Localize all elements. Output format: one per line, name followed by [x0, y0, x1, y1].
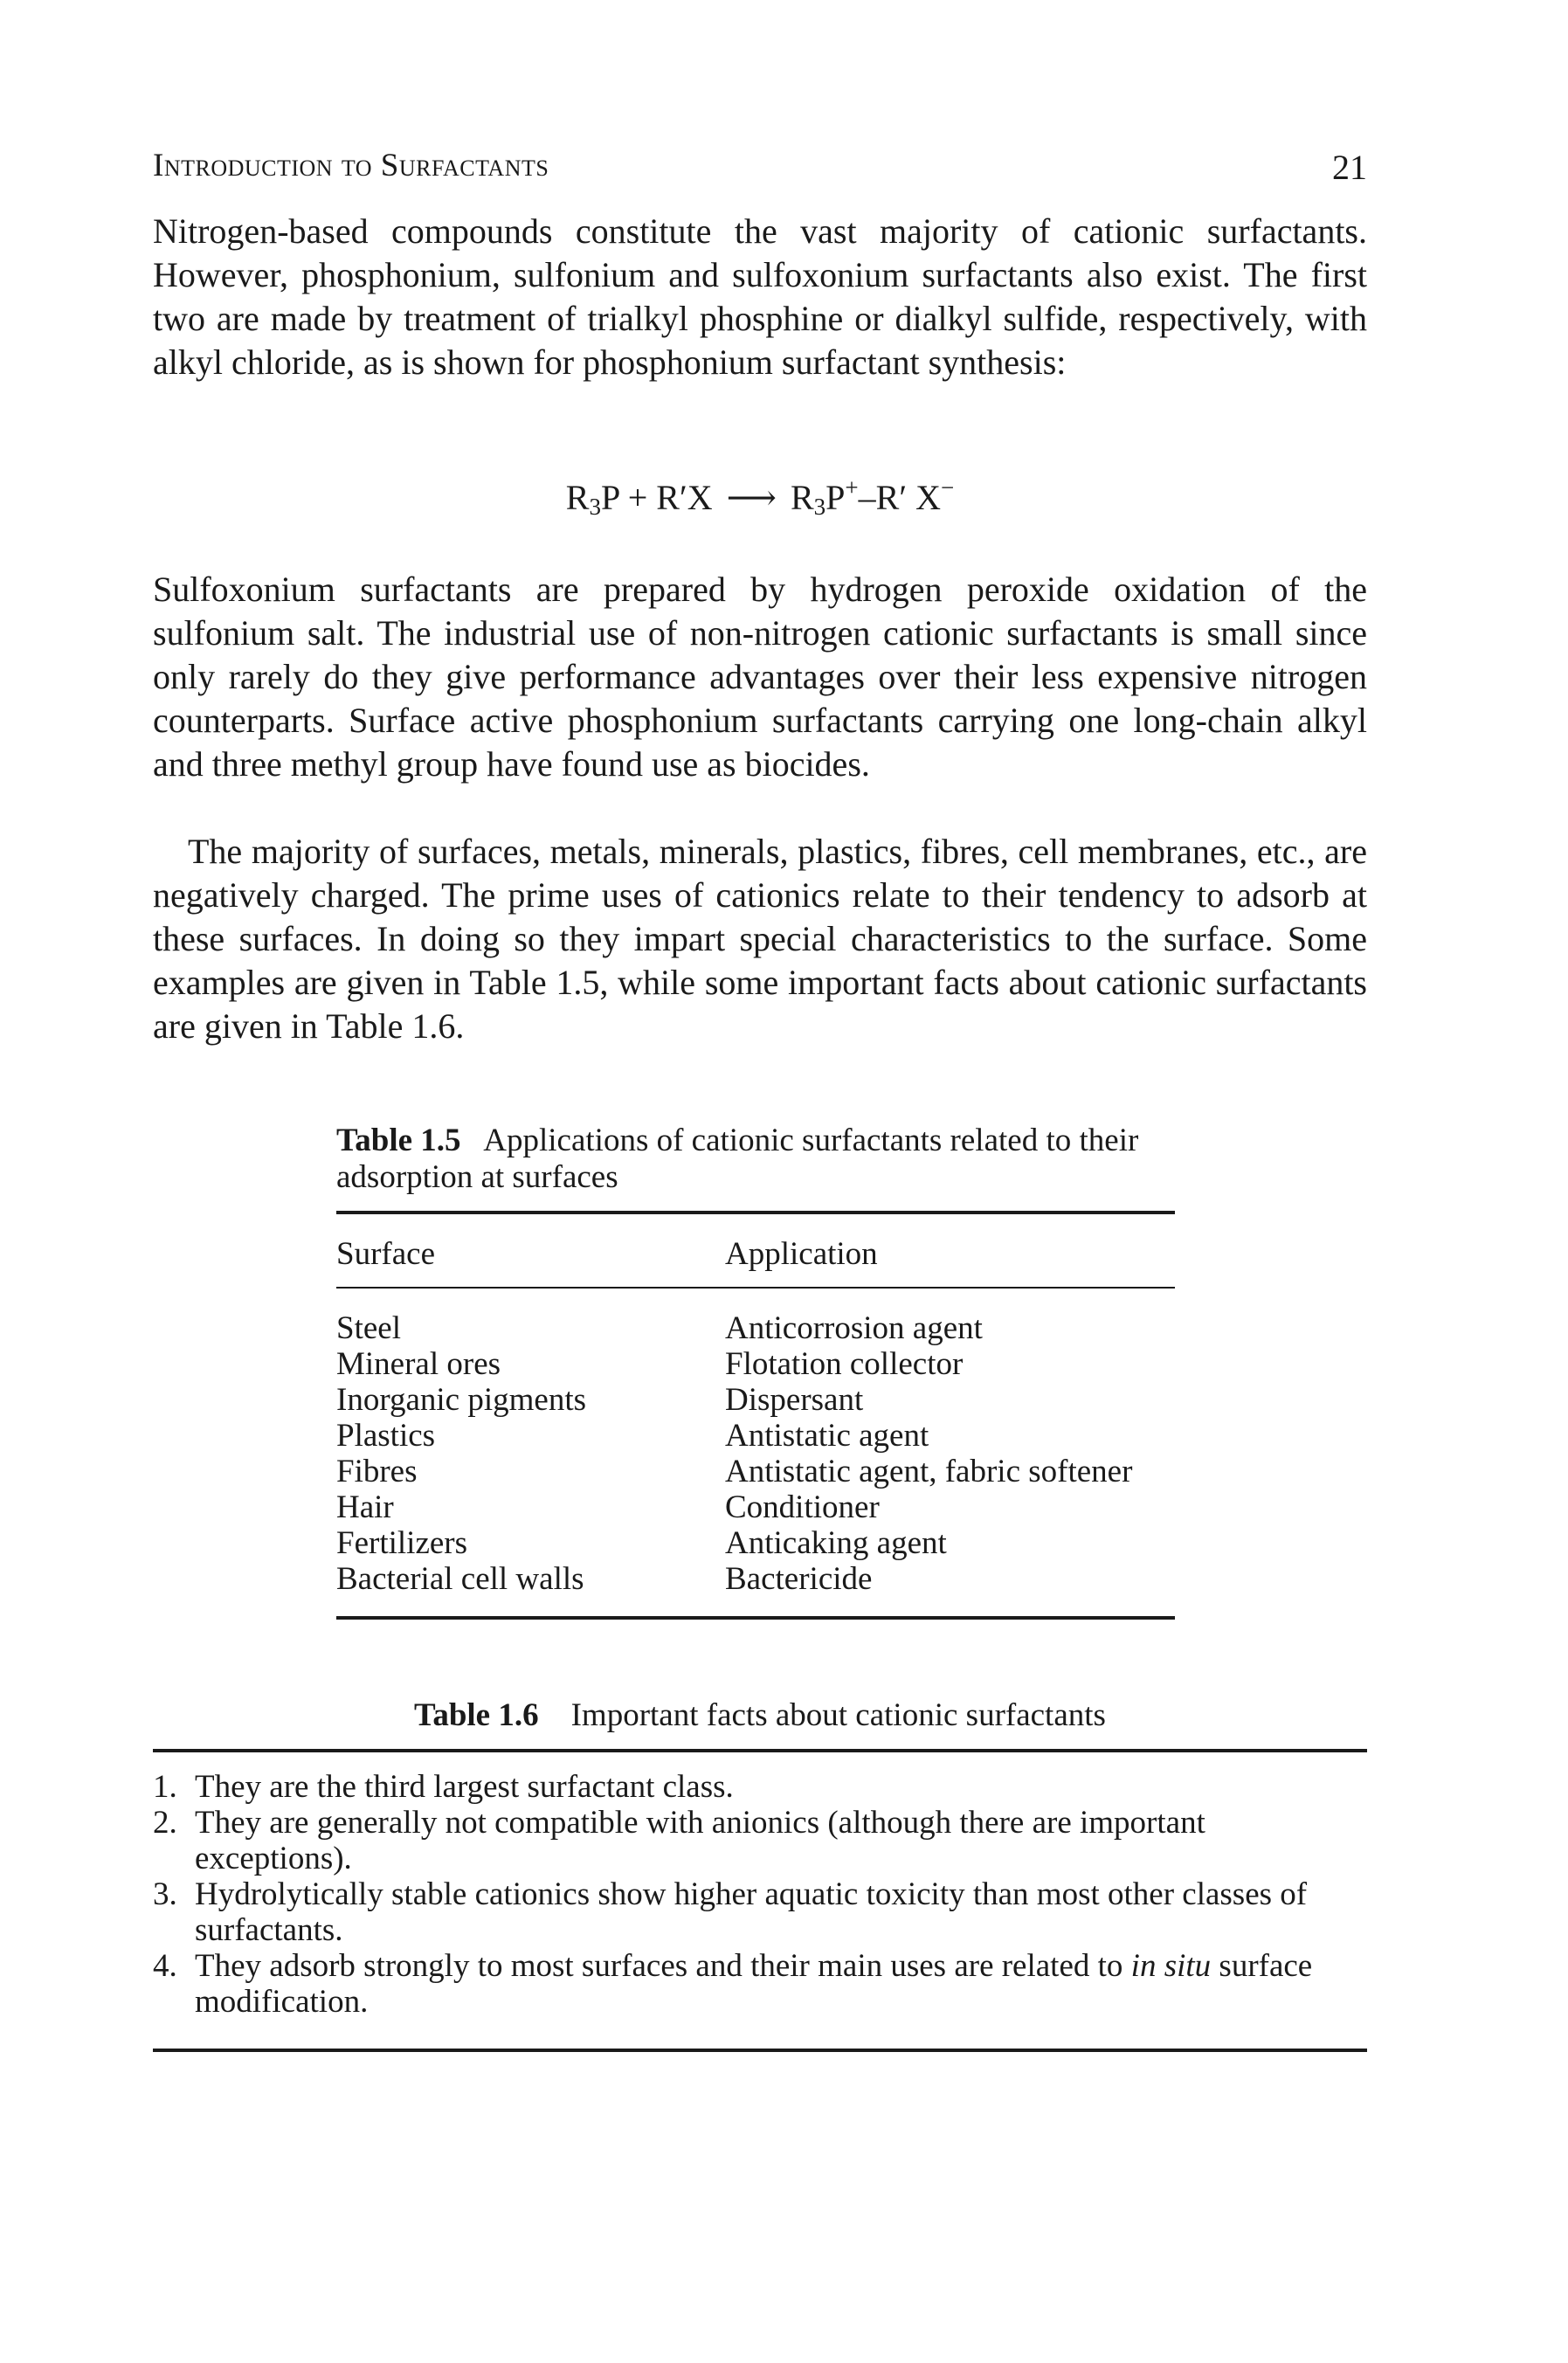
table-cell: Fertilizers [336, 1525, 468, 1561]
table-1-5-surface-column [336, 1310, 586, 1597]
eq-reactant2: R′X [656, 478, 713, 517]
table-1-5-header-application: Application [725, 1236, 878, 1272]
eq-reactant1-tail: P [600, 478, 619, 517]
eq-reactant1: R [565, 478, 590, 517]
eq-product-sub: 3 [813, 494, 826, 520]
table-1-5-label: Table 1.5 [336, 1123, 461, 1158]
table-cell: Plastics [336, 1418, 436, 1454]
table-cell: Bactericide [725, 1561, 873, 1597]
reaction-equation [153, 476, 1367, 520]
paragraph-2: Sulfoxonium surfactants are prepared by hydrogen peroxide oxidation of the sulfonium salt. The industrial use of non-nitrogen cationic surfactants is small since only rarely do they give performance advantages over their less expensive nitrogen counterparts. Surface active phosphonium surfactants carrying one long-chain alkyl and three methyl group have found use as biocides. [153, 570, 1367, 784]
list-item-text-italic: in situ [1130, 1948, 1212, 1984]
table-cell: Fibres [336, 1454, 418, 1489]
table-1-5-header-surface: Surface [336, 1236, 435, 1272]
table-cell: Conditioner [725, 1489, 880, 1525]
table-1-6-caption-text: Important facts about cationic surfactants [570, 1697, 1106, 1733]
list-item-text: They are the third largest surfactant class. [195, 1769, 734, 1805]
table-cell: Dispersant [725, 1382, 864, 1418]
list-item-text-before: They adsorb strongly to most surfaces and their main uses are related to [195, 1948, 1131, 1984]
table-1-6-label: Table 1.6 [414, 1697, 539, 1733]
eq-product-p: P [825, 478, 846, 517]
table-1-5-caption-text: Applications of cationic surfactants related to their adsorption at surfaces [336, 1123, 1139, 1195]
table-1-6-top-rule [153, 1749, 1367, 1752]
table-cell: Antistatic agent [725, 1418, 929, 1454]
list-item [153, 1876, 1367, 1948]
table-1-5-caption [336, 1123, 1175, 1196]
paragraph-1: Nitrogen-based compounds constitute the vast majority of cationic surfactants. However, phosphonium, sulfonium and sulfoxonium surfactants also exist. The first two are made by treatment of trialkyl phosphine or dialkyl sulfide, respectively, with alkyl chloride, as is shown for phosphonium surfactant synthesis: [153, 211, 1367, 382]
table-cell: Steel [336, 1310, 401, 1346]
table-cell: Flotation collector [725, 1346, 964, 1382]
table-1-6-list [153, 1769, 1367, 2020]
table-1-5-header-rule [336, 1287, 1175, 1289]
eq-product-sup: + [845, 474, 859, 501]
table-cell: Antistatic agent, fabric softener [725, 1454, 1133, 1489]
list-item-number: 3. [153, 1876, 177, 1912]
list-item-text [195, 1948, 1367, 2020]
list-item [153, 1769, 1367, 1805]
list-item-number: 4. [153, 1948, 177, 1984]
list-item [153, 1805, 1367, 1876]
table-cell: Bacterial cell walls [336, 1561, 584, 1597]
eq-product-r: R [790, 478, 814, 517]
table-cell: Hair [336, 1489, 394, 1525]
list-item-number: 2. [153, 1805, 177, 1841]
eq-product-tail-sup: − [940, 474, 955, 501]
table-cell: Anticorrosion agent [725, 1310, 983, 1346]
list-item-number: 1. [153, 1769, 177, 1805]
page-number: 21 [1332, 148, 1367, 187]
table-cell: Mineral ores [336, 1346, 501, 1382]
list-item [153, 1948, 1367, 2020]
table-1-6-caption [153, 1697, 1367, 1734]
running-head: Introduction to Surfactants [153, 148, 549, 183]
page-header [153, 147, 1367, 190]
list-item-text-after: surface modification. [195, 1948, 1313, 2020]
eq-plus: + [627, 478, 648, 517]
list-item-text: Hydrolytically stable cationics show higher aquatic toxicity than most other classes of surfactants. [195, 1876, 1308, 1948]
table-1-6-bottom-rule [153, 2049, 1367, 2052]
table-cell: Anticaking agent [725, 1525, 947, 1561]
table-cell: Inorganic pigments [336, 1382, 587, 1418]
eq-product-tail: –R′ X [858, 478, 941, 517]
table-1-5-bottom-rule [336, 1616, 1175, 1620]
reaction-arrow-icon: ⟶ [726, 478, 777, 517]
paragraph-3: The majority of surfaces, metals, minerals, plastics, fibres, cell membranes, etc., are negatively charged. The prime uses of cationics relate to their tendency to adsorb at these surfaces. In doing so they impart special characteristics to the surface. Some examples are given in Table 1.5, while some important facts about cationic surfactants are given in Table 1.6. [153, 832, 1367, 1046]
table-1-5-application-column [725, 1310, 1132, 1597]
table-1-5-top-rule [336, 1211, 1175, 1214]
eq-reactant1-sub: 3 [589, 494, 601, 520]
list-item-text: They are generally not compatible with anionics (although there are important exceptions). [195, 1805, 1205, 1876]
